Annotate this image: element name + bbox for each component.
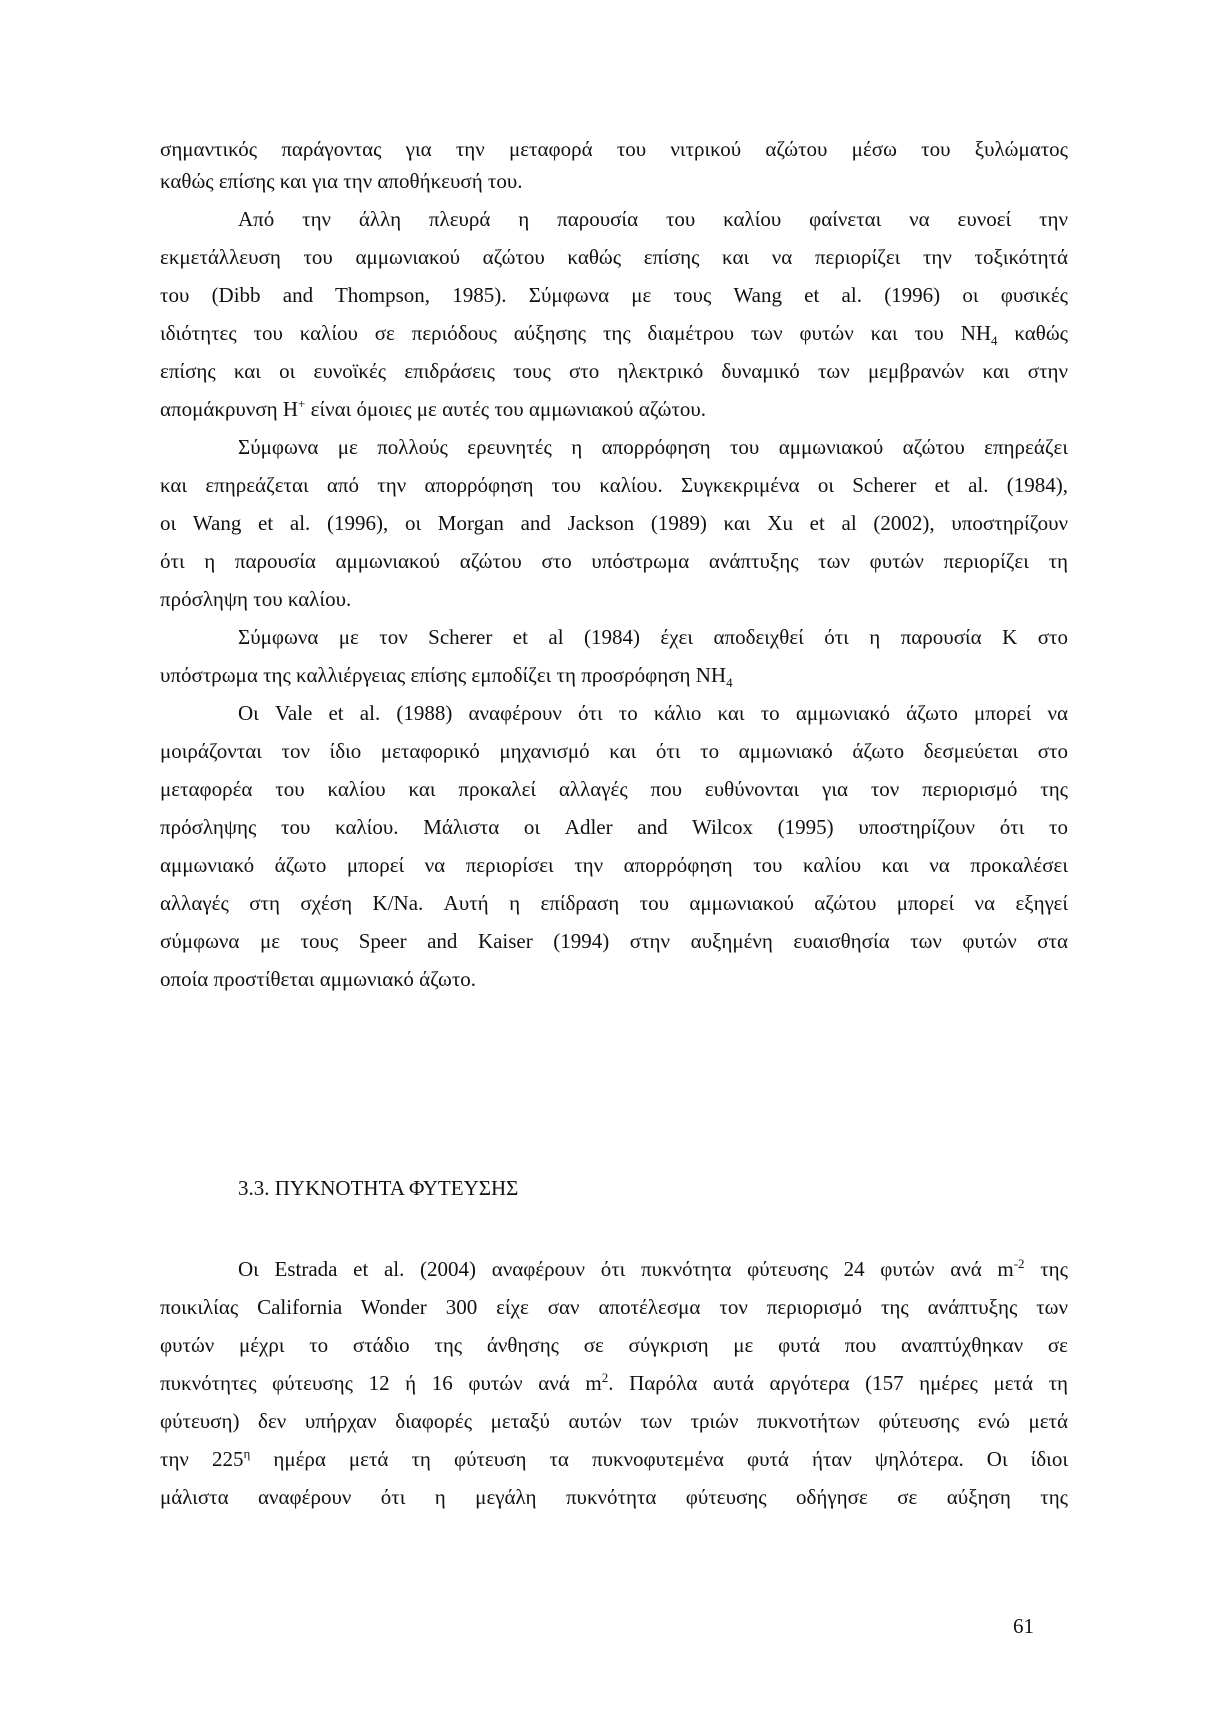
superscript: η [243,1446,251,1461]
paragraph-6-line-4: πυκνότητες φύτευσης 12 ή 16 φυτών ανά $m^2$. Παρόλα αυτά αργότερα (157 ημέρες μετά τη [160,1370,1069,1395]
paragraph-3-line-4: ότι η παρουσία αμμωνιακού αζώτου στο υπόστρωμα ανάπτυξης των φυτών περιορίζει τη [160,549,1068,573]
subscript: 4 [726,675,733,691]
paragraph-2-line-6: απομάκρυνση H+ είναι όμοιες με αυτές του αμμωνιακού αζώτου. [160,396,707,421]
paragraph-6-line-2: ποικιλίας California Wonder 300 είχε σαν αποτέλεσμα τον περιορισμό της ανάπτυξης των [160,1295,1068,1319]
paragraph-1-line-2: καθώς επίσης και για την αποθήκευσή του. [160,169,523,193]
paragraph-5-line-8: οποία προστίθεται αμμωνιακό άζωτο. [160,967,477,991]
paragraph-5-line-4: πρόσληψης του καλίου. Μάλιστα οι Adler and Wilcox (1995) υποστηρίζουν ότι το [160,815,1068,839]
paragraph-2-line-3: του (Dibb and Thompson, 1985). Σύμφωνα με τους Wang et al. (1996) οι φυσικές [160,283,1068,307]
paragraph-6-line-5: φύτευση) δεν υπήρχαν διαφορές μεταξύ αυτών των τριών πυκνοτήτων φύτευσης ενώ μετά [160,1409,1068,1433]
paragraph-5-line-1: Οι Vale et al. (1988) αναφέρουν ότι το κάλιο και το αμμωνιακό άζωτο μπορεί να [238,701,1068,725]
superscript: 2 [601,1370,609,1385]
paragraph-1-line-1: σημαντικός παράγοντας για την μεταφορά του νιτρικού αζώτου μέσω του ξυλώματος [160,137,1068,161]
paragraph-3-line-2: και επηρεάζεται από την απορρόφηση του καλίου. Συγκεκριμένα οι Scherer et al. (1984), [160,473,1068,497]
section-heading: 3.3. ΠΥΚΝΟΤΗΤΑ ΦΥΤΕΥΣΗΣ [238,1176,519,1200]
paragraph-2-line-2: εκμετάλλευση του αμμωνιακού αζώτου καθώς επίσης και να περιορίζει την τοξικότητά [160,245,1068,269]
subscript: 4 [991,333,998,349]
paragraph-4-line-2: υπόστρωμα της καλλιέργειας επίσης εμποδίζει τη προσρόφηση $NH_4$ [160,663,733,691]
paragraph-3-line-3: οι Wang et al. (1996), οι Morgan and Jackson (1989) και Xu et al (2002), υποστηρίζουν [160,511,1068,535]
paragraph-6-line-3: φυτών μέχρι το στάδιο της άνθησης σε σύγκριση με φυτά που αναπτύχθηκαν σε [160,1333,1068,1357]
paragraph-2-line-1: Από την άλλη πλευρά η παρουσία του καλίου φαίνεται να ευνοεί την [238,207,1068,231]
paragraph-6-line-7: μάλιστα αναφέρουν ότι η μεγάλη πυκνότητα φύτευσης οδήγησε σε αύξηση της [160,1485,1068,1509]
paragraph-5-line-3: μεταφορέα του καλίου και προκαλεί αλλαγές που ευθύνονται για τον περιορισμό της [160,777,1068,801]
paragraph-5-line-7: σύμφωνα με τους Speer and Kaiser (1994) στην αυξημένη ευαισθησία των φυτών στα [160,929,1068,953]
paragraph-6-line-1: Οι Estrada et al. (2004) αναφέρουν ότι πυκνότητα φύτευσης 24 φυτών ανά $m^{-2}$ της [238,1256,1068,1281]
paragraph-3-line-5: πρόσληψη του καλίου. [160,587,352,611]
paragraph-3-line-1: Σύμφωνα με πολλούς ερευνητές η απορρόφηση του αμμωνιακού αζώτου επηρεάζει [238,435,1068,459]
paragraph-2-line-5: επίσης και οι ευνοϊκές επιδράσεις τους στο ηλεκτρικό δυναμικό των μεμβρανών και στην [160,359,1068,383]
superscript: + [298,396,306,411]
superscript: -2 [1013,1256,1025,1271]
page-number: 61 [1013,1614,1034,1638]
paragraph-2-line-4: ιδιότητες του καλίου σε περιόδους αύξησης της διαμέτρου των φυτών και του $NH_4$ καθώς [160,321,1068,349]
paragraph-5-line-5: αμμωνιακό άζωτο μπορεί να περιορίσει την απορρόφηση του καλίου και να προκαλέσει [160,853,1068,877]
paragraph-6-line-6: την $225^\eta$ ημέρα μετά τη φύτευση τα πυκνοφυτεμένα φυτά ήταν ψηλότερα. Οι ίδιοι [160,1446,1068,1471]
paragraph-5-line-2: μοιράζονται τον ίδιο μεταφορικό μηχανισμό και ότι το αμμωνιακό άζωτο δεσμεύεται στο [160,739,1068,763]
paragraph-4-line-1: Σύμφωνα με τον Scherer et al (1984) έχει αποδειχθεί ότι η παρουσία K στο [238,625,1068,649]
paragraph-5-line-6: αλλαγές στη σχέση K/Na. Αυτή η επίδραση του αμμωνιακού αζώτου μπορεί να εξηγεί [160,891,1068,915]
